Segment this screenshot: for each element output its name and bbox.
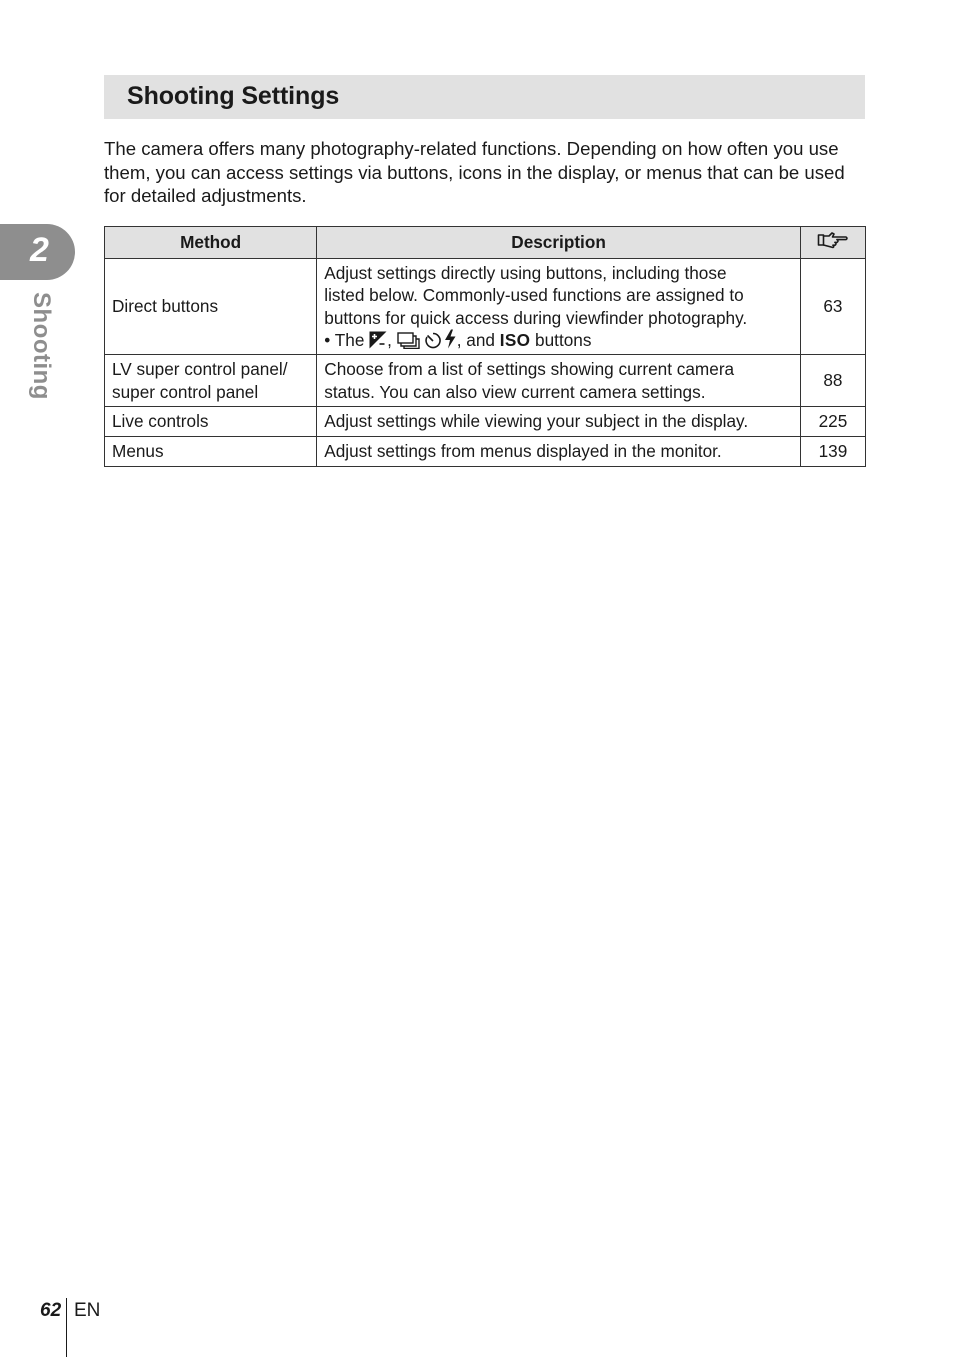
reference-pointing-hand-icon (817, 231, 849, 249)
language-label: EN (74, 1300, 101, 1321)
footer-divider (66, 1298, 67, 1357)
description-line: listed below. Commonly-used functions are assigned to (324, 285, 744, 306)
description-line: Adjust settings directly using buttons, including those (324, 263, 727, 284)
bullet-prefix: • The (324, 329, 365, 350)
intro-line: be used for detailed adjustments. (104, 161, 845, 206)
method-line: super control panel (112, 381, 259, 402)
page-reference-cell: 63 (800, 259, 865, 355)
method-cell (105, 355, 317, 407)
page-reference-cell: 88 (800, 355, 865, 407)
chapter-number: 2 (30, 231, 49, 269)
table-row (105, 259, 866, 355)
header-description: Description (317, 227, 801, 259)
description-line: status. You can also view current camera settings. (324, 381, 706, 402)
intro-line: use them, you can access settings via buttons, icons in the display, or menus that can (104, 138, 839, 183)
table-row (105, 437, 866, 467)
bullet-separator: , (387, 329, 392, 350)
header-reference (800, 227, 865, 259)
description-cell (317, 259, 801, 355)
description-cell (317, 355, 801, 407)
chapter-label: Shooting (28, 292, 55, 400)
exposure-compensation-icon (369, 331, 387, 349)
bullet-suffix: buttons (535, 329, 592, 350)
header-method: Method (105, 227, 317, 259)
page-number: 62 (40, 1300, 62, 1321)
methods-table (104, 226, 866, 467)
description-line: Choose from a list of settings showing current camera (324, 359, 735, 380)
section-header (104, 75, 865, 119)
table-row (105, 355, 866, 407)
method-cell: Live controls (105, 407, 317, 437)
method-line: LV super control panel/ (112, 359, 288, 380)
self-timer-icon (423, 331, 443, 349)
intro-paragraph (104, 137, 866, 208)
flash-icon (443, 329, 457, 349)
method-cell: Direct buttons (105, 259, 317, 355)
page-reference-cell: 139 (800, 437, 865, 467)
method-cell: Menus (105, 437, 317, 467)
table-row (105, 407, 866, 437)
description-cell: Adjust settings while viewing your subject in the display. (317, 407, 801, 437)
button-list-bullet (324, 329, 793, 351)
page-reference-cell: 225 (800, 407, 865, 437)
description-line: buttons for quick access during viewfinder photography. (324, 307, 748, 328)
sequential-shooting-icon (397, 331, 423, 349)
description-cell: Adjust settings from menus displayed in the monitor. (317, 437, 801, 467)
table-header-row (105, 227, 866, 259)
intro-line: The camera offers many photography-related functions. Depending on how often you (104, 138, 804, 159)
chapter-tab (0, 224, 75, 280)
bullet-separator: , and (456, 329, 495, 350)
section-title: Shooting Settings (127, 82, 340, 110)
iso-label: ISO (499, 329, 531, 350)
